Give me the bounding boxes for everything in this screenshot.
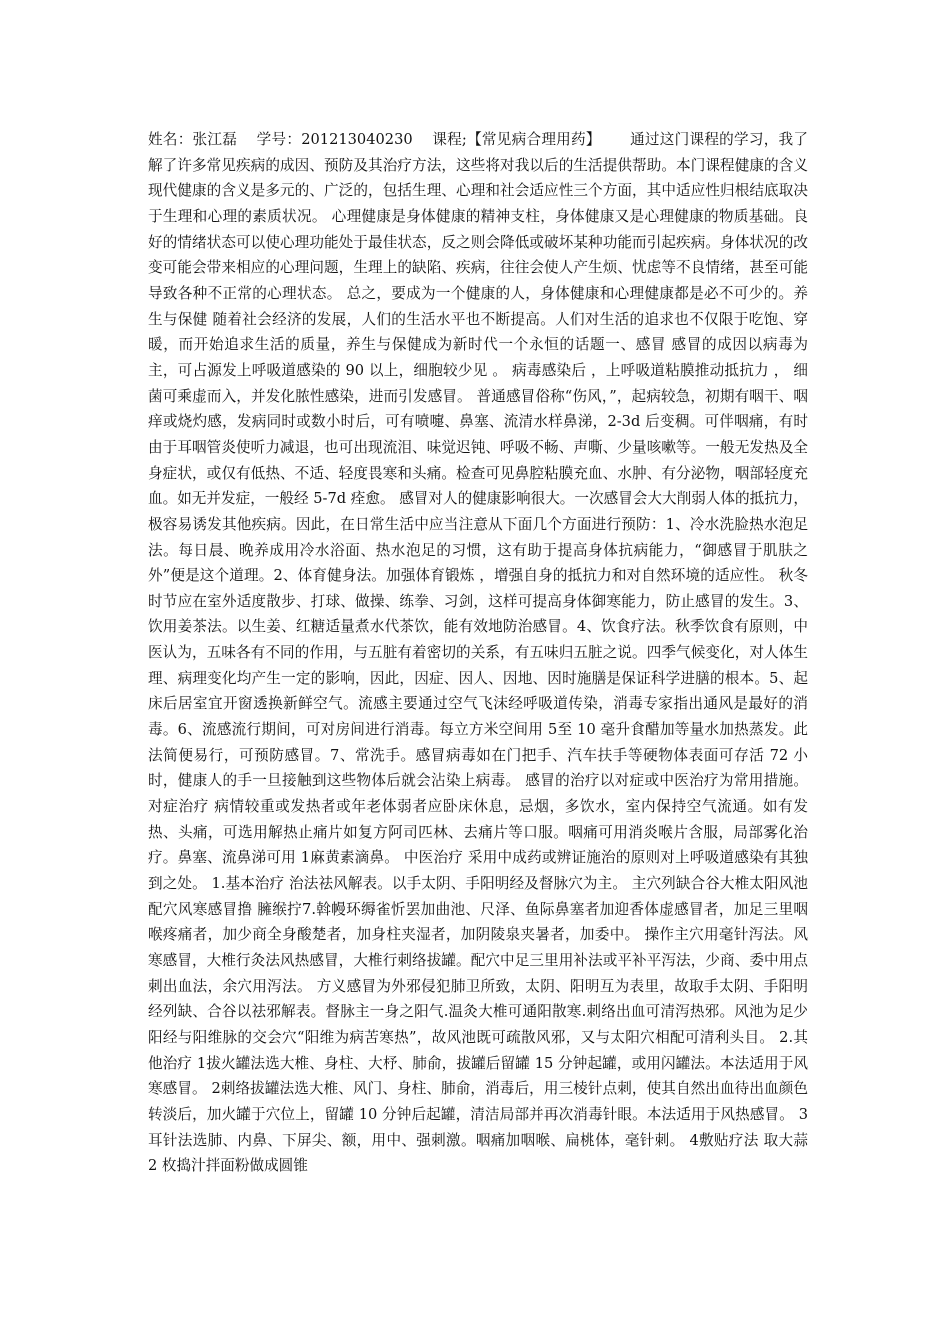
student-name: 姓名：张江磊: [148, 131, 238, 148]
document-page: [148, 127, 808, 1179]
course-name: 课程;【常见病合理用药】: [432, 131, 601, 148]
essay-text: 通过这门课程的学习，我了解了许多常见疾病的成因、预防及其治疗方法，这些将对我以后的生活提供帮助。本门课程健康的含义 现代健康的含义是多元的、广泛的，包括生理、心理和社会适应性三个方面，其中适应性归根结底取决于生理和心理的素质状况。 心理健康是身体健康的精神支柱，身体健康又是心理健康的物质基础。良好的情绪状态可以使心理功能处于最佳状态，反之则会降低或破坏某种功能而引起疾病。身体状况的改变可能会带来相应的心理问题，生理上的缺陷、疾病，往往会使人产生烦、忧虑等不良情绪，甚至可能导致各种不正常的心理状态。 总之，要成为一个健康的人，身体健康和心理健康都是必不可少的。养生与保健 随着社会经济的发展，人们的生活水平也不断提高。人们对生活的追求也不仅限于吃饱、穿暖，而开始追求生活的质量，养生与保健成为新时代一个永恒的话题一、感冒 感冒的成因以病毒为主，可占源发上呼吸道感染的 90 以上，细胞较少见 。 病毒感染后 ，上呼吸道粘膜推动抵抗力 ， 细菌可乘虚而入，并发化脓性感染，进而引发感冒。 普通感冒俗称“伤风，”，起病较急，初期有咽干、咽痒或烧灼感，发病同时或数小时后，可有喷嚏、鼻塞、流清水样鼻涕，2-3d 后变稠。可伴咽痛，有时由于耳咽管炎使听力减退，也可出现流泪、味觉迟钝、呼吸不畅、声嘶、少量咳嗽等。一般无发热及全身症状，或仅有低热、不适、轻度畏寒和头痛。检查可见鼻腔粘膜充血、水肿、有分泌物，咽部轻度充血。如无并发症，一般经 5-7d 痊愈。 感冒对人的健康影响很大。一次感冒会大大削弱人体的抵抗力，极容易诱发其他疾病。因此，在日常生活中应当注意从下面几个方面进行预防：1、冷水洗脸热水泡足法。每日晨、晚养成用冷水浴面、热水泡足的习惯，这有助于提高身体抗病能力，“御感冒于肌肤之外”便是这个道理。2、体育健身法。加强体育锻炼 ，增强自身的抵抗力和对自然环境的适应性。 秋冬时节应在室外适度散步、打球、做操、练拳、习剑，这样可提高身体御寒能力，防止感冒的发生。3、饮用姜茶法。以生姜、红糖适量煮水代茶饮，能有效地防治感冒。4、饮食疗法。秋季饮食有原则，中医认为，五味各有不同的作用，与五脏有着密切的关系，有五味归五脏之说。四季气候变化，对人体生理、病理变化均产生一定的影响，因此，因症、因人、因地、因时施膳是保证科学进膳的根本。5、起床后居室宜开窗透换新鲜空气。流感主要通过空气飞沫经呼吸道传染，消毒专家指出通风是最好的消毒。6、流感流行期间，可对房间进行消毒。每立方米空间用 5至 10 毫升食醋加等量水加热蒸发。此法简便易行，可预防感冒。7、常洗手。感冒病毒如在门把手、汽车扶手等硬物体表面可存活 72 小时，健康人的手一旦接触到这些物体后就会沾染上病毒。 感冒的治疗以对症或中医治疗为常用措施。 对症治疗 病情较重或发热者或年老体弱者应卧床休息，忌烟，多饮水，室内保持空气流通。如有发热、头痛，可选用解热止痛片如复方阿司匹林、去痛片等口服。咽痛可用消炎喉片含服，局部雾化治疗。鼻塞、流鼻涕可用 1麻黄素滴鼻。 中医治疗 采用中成药或辨证施治的原则对上呼吸道感染有其独到之处。 1.基本治疗 治法祛风解表。以手太阴、手阳明经及督脉穴为主。 主穴列缺合谷大椎太阳风池 配穴风寒感冒撸 臃缑拧7.斡幔环缛雀忻罢加曲池、尺泽、鱼际鼻塞者加迎香体虚感冒者，加足三里咽喉疼痛者，加少商全身酸楚者，加身柱夹湿者，加阴陵泉夹暑者，加委中。 操作主穴用毫针泻法。风寒感冒，大椎行灸法风热感冒，大椎行刺络拔罐。配穴中足三里用补法或平补平泻法，少商、委中用点刺出血法，余穴用泻法。 方义感冒为外邪侵犯肺卫所致，太阴、阳明互为表里，故取手太阴、手阳明经列缺、合谷以祛邪解表。督脉主一身之阳气.温灸大椎可通阳散寒.刺络出血可清泻热邪。风池为足少阳经与阳维脉的交会穴“阳维为病苦寒热”，故风池既可疏散风邪，又与太阳穴相配可清利头目。 2.其他治疗 1拔火罐法选大椎、身柱、大杼、肺俞，拔罐后留罐 15 分钟起罐，或用闪罐法。本法适用于风寒感冒。 2刺络拔罐法选大椎、风门、身柱、肺俞，消毒后，用三棱针点刺，使其自然出血待出血颜色转淡后，加火罐于穴位上，留罐 10 分钟后起罐，清洁局部并再次消毒针眼。本法适用于风热感冒。 3耳针法选肺、内鼻、下屏尖、额，用中、强刺激。咽痛加咽喉、扁桃体，毫针刺。 4敷贴疗法 取大蒜 2 枚捣汁拌面粉做成圆锥: [148, 131, 808, 1175]
student-id: 学号：201213040230: [256, 131, 413, 148]
document-body: [148, 127, 808, 1179]
